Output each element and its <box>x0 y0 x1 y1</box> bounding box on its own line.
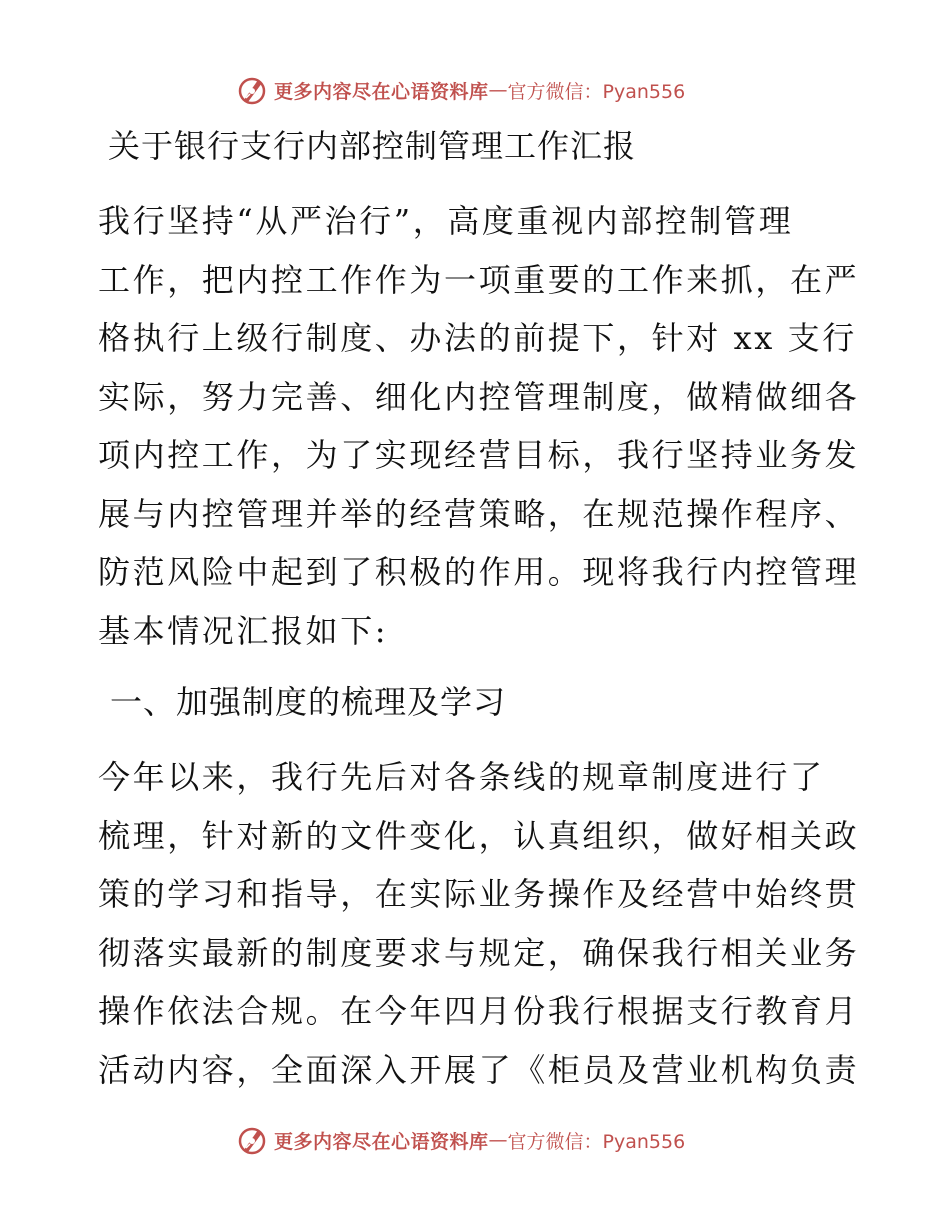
paragraph-line: 操作依法合规。在今年四月份我行根据支行教育月 <box>98 992 860 1030</box>
paragraph-line: 活动内容，全面深入开展了《柜员及营业机构负责 <box>98 1050 860 1089</box>
watermark-footer <box>236 1122 685 1158</box>
paragraph-line: 防范风险中起到了积极的作用。现将我行内控管理 <box>98 553 860 591</box>
paragraph-line: 我行坚持“从严治行”，高度重视内部控制管理 <box>98 202 794 240</box>
watermark-dash: — <box>488 79 508 101</box>
quill-pen-logo-icon <box>236 1124 268 1156</box>
quill-pen-logo-icon <box>236 74 268 106</box>
paragraph-line: 策的学习和指导，在实际业务操作及经营中始终贯 <box>98 875 860 913</box>
section-heading: 一、加强制度的梳理及学习 <box>110 683 507 721</box>
paragraph-line: 彻落实最新的制度要求与规定，确保我行相关业务 <box>98 933 860 972</box>
paragraph-intro <box>98 192 860 660</box>
paragraph-line: 工作，把内控工作作为一项重要的工作来抓，在严 <box>98 260 860 299</box>
watermark-text: 更多内容尽在心语资料库 <box>274 80 489 103</box>
paragraph-line: 展与内控管理并举的经营策略，在规范操作程序、 <box>98 494 860 533</box>
paragraph-line: 今年以来，我行先后对各条线的规章制度进行了 <box>98 758 825 796</box>
watermark-dash: — <box>488 1129 508 1151</box>
paragraph-line: 项内控工作，为了实现经营目标，我行坚持业务发 <box>98 436 860 474</box>
watermark-wechat: 官方微信：Pyan556 <box>507 80 686 103</box>
watermark-text: 更多内容尽在心语资料库 <box>274 1130 489 1153</box>
paragraph-line: 格执行上级行制度、办法的前提下，针对 xx 支行 <box>98 319 857 357</box>
paragraph-line: 梳理，针对新的文件变化，认真组织，做好相关政 <box>98 816 860 855</box>
paragraph-line: 基本情况汇报如下: <box>98 611 389 650</box>
document-title: 关于银行支行内部控制管理工作汇报 <box>108 127 637 165</box>
watermark-wechat: 官方微信：Pyan556 <box>507 1130 686 1153</box>
paragraph-line: 实际，努力完善、细化内控管理制度，做精做细各 <box>98 377 860 416</box>
watermark-header <box>236 72 685 108</box>
paragraph-section1 <box>98 748 860 1099</box>
